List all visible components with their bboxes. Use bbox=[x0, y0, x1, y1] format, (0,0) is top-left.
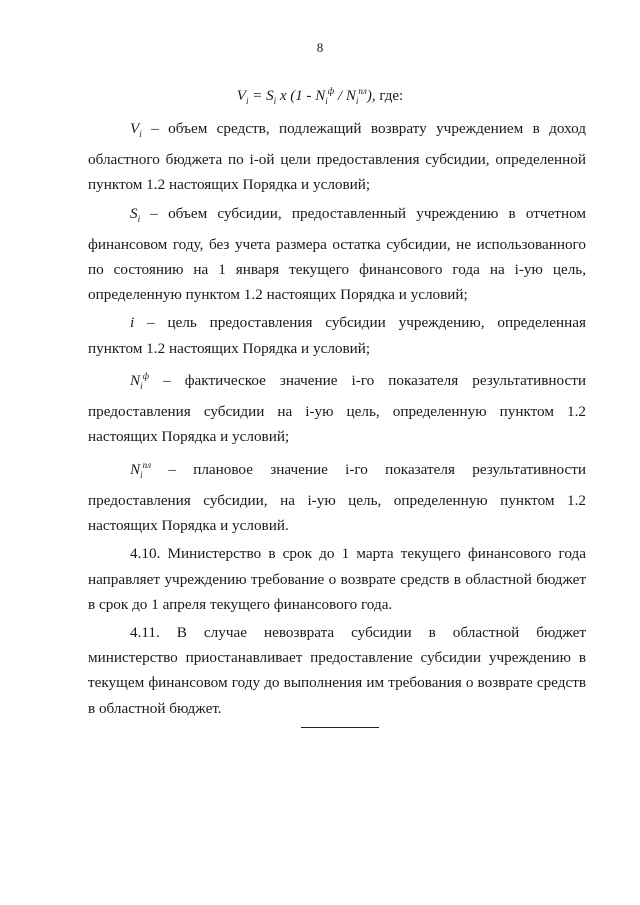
definition-text: – плановое значение i-го показателя результативности предоставления субсидии, на i-ую цель, определенную пунктом 1.2 настоящих Порядка и условий. bbox=[88, 460, 586, 535]
paragraph-4-10: 4.10. Министерство в срок до 1 марта текущего финансового года направляет учреждению требование о возврате средств в областной бюджет в срок до 1 апреля текущего финансового года. bbox=[88, 545, 586, 613]
document-body bbox=[88, 116, 586, 724]
formula-s: S bbox=[266, 88, 274, 104]
definition-text: – фактическое значение i-го показателя результативности предоставления субсидии на i-ую цель, определенную пунктом 1.2 настоящих Порядка и условий; bbox=[88, 371, 586, 446]
definition-symbol: $N_i^ф$ bbox=[130, 370, 150, 391]
definition-s bbox=[88, 201, 586, 308]
definition-v bbox=[88, 116, 586, 198]
formula-n1-sup: ф bbox=[327, 86, 335, 96]
formula-n1: N bbox=[315, 88, 326, 104]
formula-n2: N bbox=[345, 88, 356, 104]
definition-symbol: $S_i$ bbox=[130, 204, 141, 224]
definition-symbol: $V_i$ bbox=[130, 120, 142, 140]
formula-s-sub: i bbox=[273, 96, 277, 106]
definition-text: – объем средств, подлежащий возврату учреждением в доход областного бюджета по i-ой цели предоставления субсидии, определенной пунктом 1.2 настоящих Порядка и условий; bbox=[88, 120, 586, 194]
formula-n2-sup: пл bbox=[358, 86, 367, 96]
formula-eq: = bbox=[248, 88, 267, 104]
formula-close: ), bbox=[366, 88, 376, 104]
definition-text: – объем субсидии, предоставленный учреждению в отчетном финансовом году, без учета размера остатка субсидии, не использованного по состоянию на 1 января текущего финансового года на i-ую цель, определенную пунктом 1.2 настоящих Порядка и условий; bbox=[88, 204, 586, 304]
definition-symbol: i bbox=[130, 314, 135, 332]
definition-n-fact bbox=[88, 364, 586, 450]
formula bbox=[0, 86, 640, 106]
formula-n1-sub: i bbox=[325, 96, 328, 106]
page-number: 8 bbox=[316, 40, 324, 55]
end-divider bbox=[301, 727, 379, 728]
formula-suffix: где: bbox=[375, 88, 404, 104]
formula-v: V bbox=[236, 88, 246, 104]
paragraph-4-11: 4.11. В случае невозврата субсидии в областной бюджет министерство приостанавливает предоставление субсидии учреждению в текущем финансовом году до выполнения им требования о возврате средств в областной бюджет. bbox=[88, 623, 586, 717]
definition-i bbox=[88, 310, 586, 360]
definition-text: – цель предоставления субсидии учреждению, определенная пунктом 1.2 настоящих Порядка и условий; bbox=[88, 314, 586, 357]
formula-v-sub: i bbox=[245, 96, 249, 106]
formula-slash: / bbox=[334, 88, 346, 104]
definition-n-plan bbox=[88, 453, 586, 539]
definition-symbol: $N_i^{пл}$ bbox=[130, 459, 152, 480]
formula-x: x (1 - bbox=[276, 88, 316, 104]
formula-n2-sub: i bbox=[355, 96, 359, 106]
